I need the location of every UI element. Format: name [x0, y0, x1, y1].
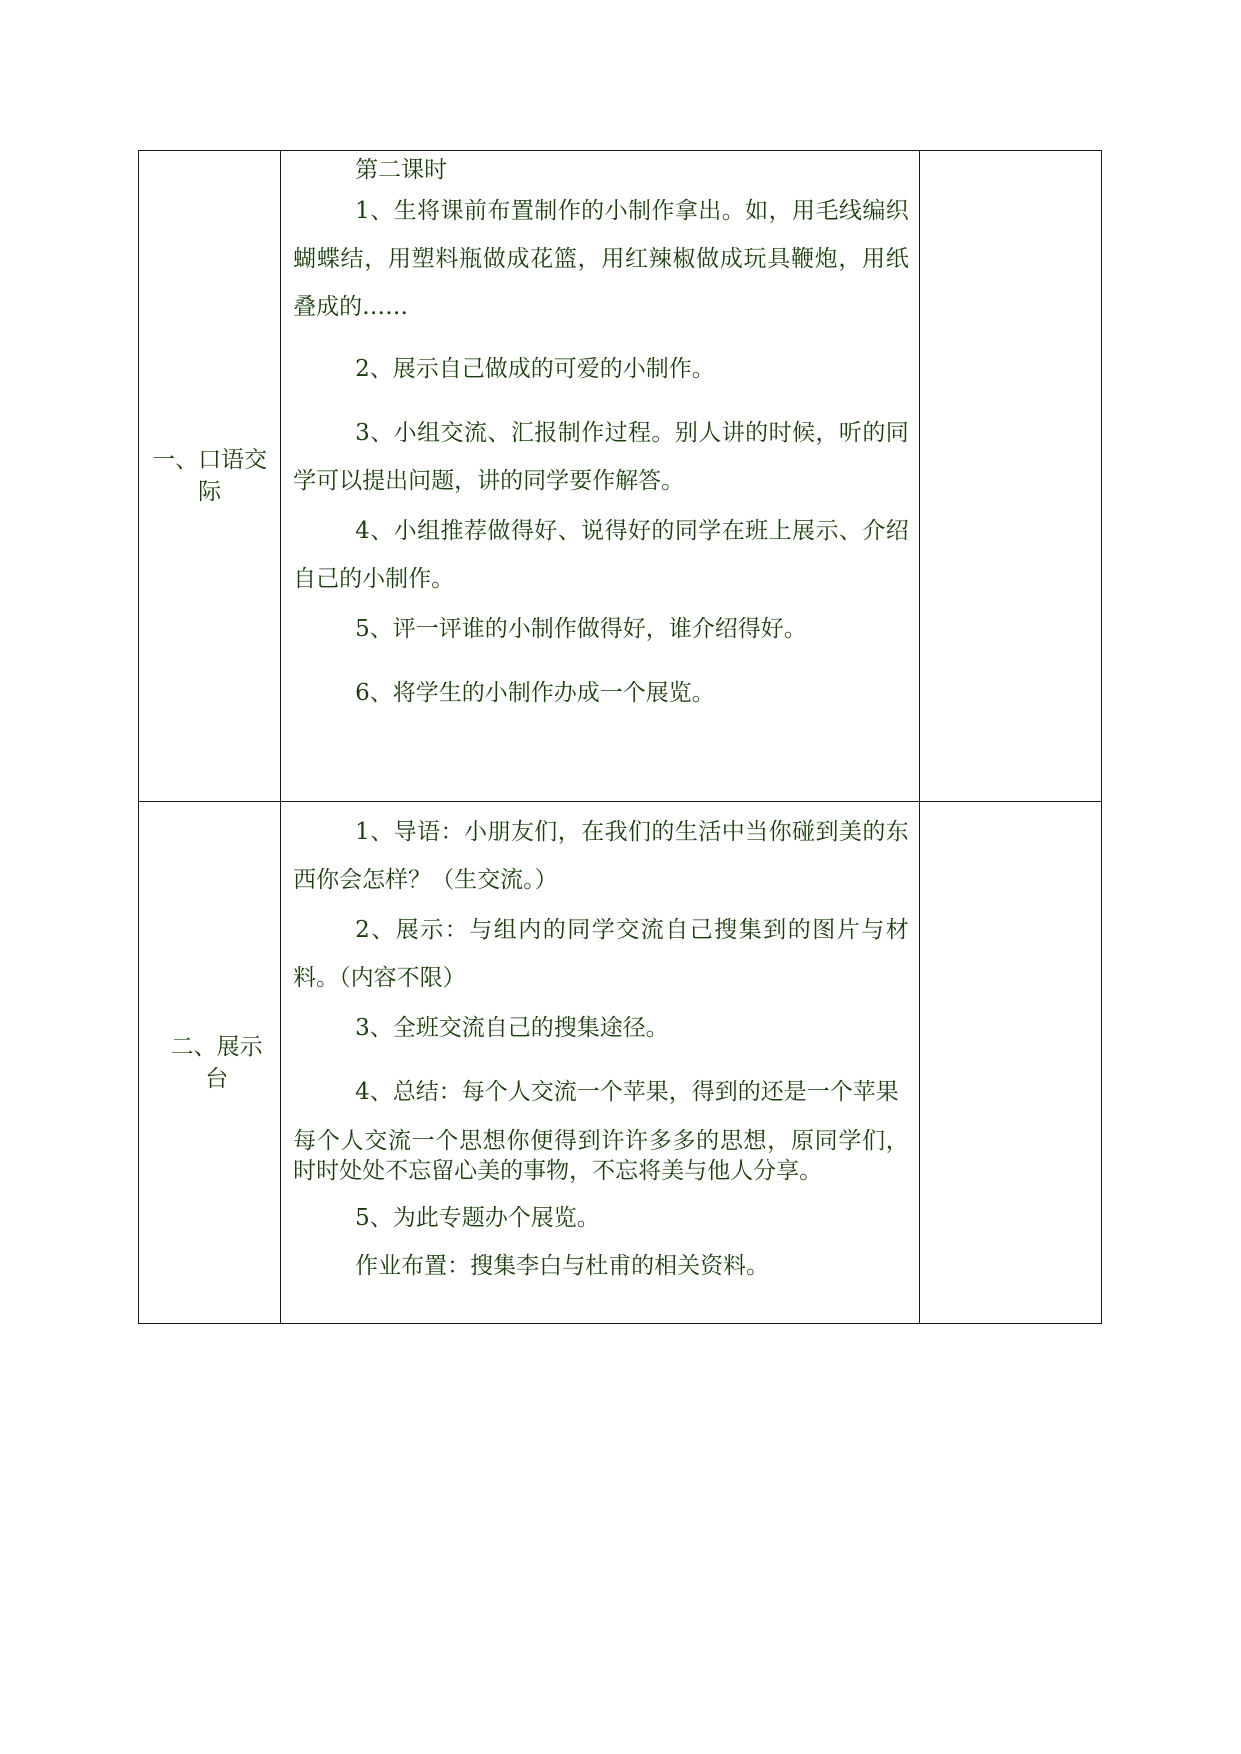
content-paragraph: 3、小组交流、汇报制作过程。别人讲的时候，听的同学可以提出问题，讲的同学要作解答。: [293, 420, 909, 494]
content-paragraph: 2、展示自己做成的可爱的小制作。: [355, 356, 715, 382]
section-content-cell: [281, 151, 920, 802]
content-paragraph: 作业布置：搜集李白与杜甫的相关资料。: [355, 1253, 770, 1279]
content-paragraph: 4、总结：每个人交流一个苹果，得到的还是一个苹果: [355, 1079, 899, 1105]
lesson-plan-table: [138, 150, 1102, 1324]
notes-cell: [919, 802, 1101, 1324]
section-label-cell: [139, 151, 281, 802]
section-content-cell: [281, 802, 920, 1324]
content-paragraph: 5、为此专题办个展览。: [355, 1205, 600, 1231]
table-row: [139, 151, 1102, 802]
content-paragraph: 每个人交流一个思想你便得到许许多多的思想，原同学们，时时处处不忘留心美的事物，不忘将美与他人分享。: [293, 1128, 909, 1184]
section-label: 二、展示台: [170, 1033, 263, 1092]
notes-cell: [919, 151, 1101, 802]
content-paragraph: 5、评一评谁的小制作做得好，谁介绍得好。: [355, 616, 807, 642]
content-paragraph: 3、全班交流自己的搜集途径。: [355, 1015, 669, 1041]
content-paragraph: 1、导语：小朋友们，在我们的生活中当你碰到美的东西你会怎样？（生交流。）: [293, 819, 909, 893]
content-paragraph: 2、展示：与组内的同学交流自己搜集到的图片与材料。（内容不限）: [293, 917, 909, 991]
section-label: 一、口语交际: [152, 447, 268, 505]
content-paragraph: 4、小组推荐做得好、说得好的同学在班上展示、介绍自己的小制作。: [293, 518, 909, 592]
content-paragraph: 6、将学生的小制作办成一个展览。: [355, 680, 715, 706]
table-row: [139, 802, 1102, 1324]
content-paragraph: 1、生将课前布置制作的小制作拿出。如，用毛线编织蝴蝶结，用塑料瓶做成花篮，用红辣椒做成玩具鞭炮，用纸叠成的……: [293, 198, 909, 320]
lesson-period-heading: 第二课时: [355, 157, 448, 183]
section-label-cell: [139, 802, 281, 1324]
